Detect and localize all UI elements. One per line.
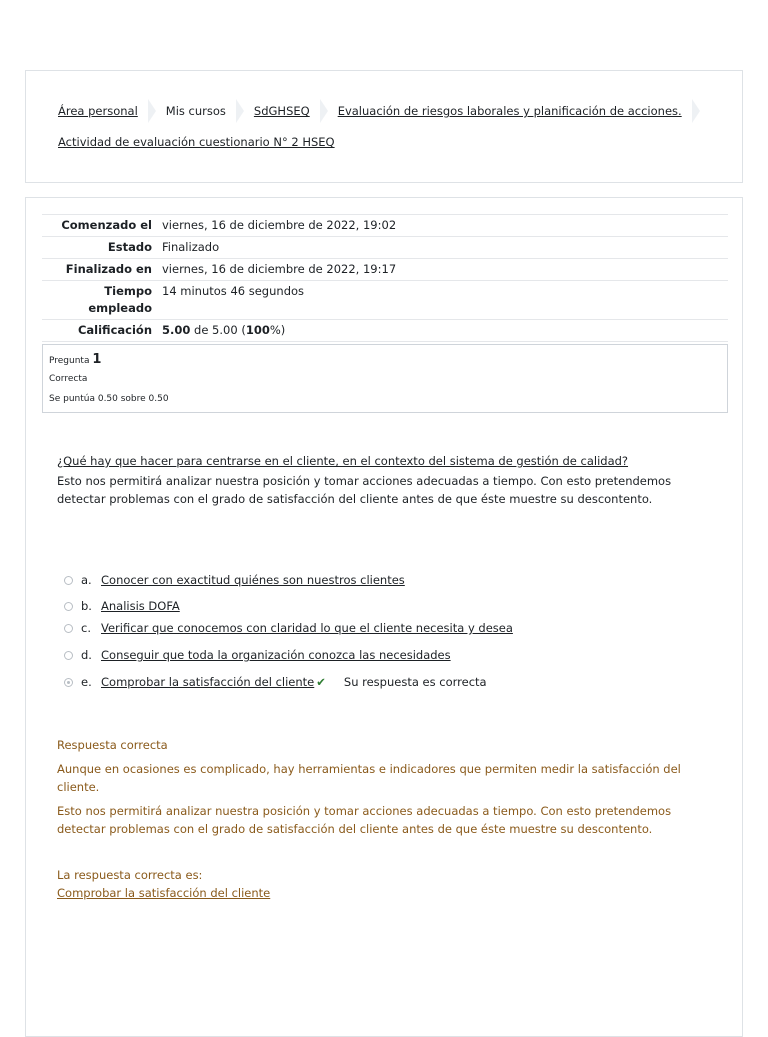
grade-score: 5.00 — [162, 323, 191, 337]
summary-label: Estado — [107, 240, 152, 254]
grade-of: de 5.00 ( — [190, 323, 246, 337]
answer-letter: d. — [81, 648, 92, 662]
summary-label: Finalizado en — [65, 262, 152, 276]
answer-label[interactable]: Conocer con exactitud quiénes son nuestros clientes — [101, 573, 405, 587]
answer-feedback: Su respuesta es correcta — [343, 675, 487, 689]
right-answer-value: Comprobar la satisfacción del cliente — [57, 886, 271, 900]
summary-value: viernes, 16 de diciembre de 2022, 19:17 — [162, 262, 397, 276]
answer-letter: e. — [81, 675, 92, 689]
breadcrumb-section[interactable]: Evaluación de riesgos laborales y planificación de acciones. — [337, 104, 682, 118]
right-answer — [57, 866, 270, 902]
radio-selected-icon[interactable] — [64, 678, 73, 687]
question-number-label: Pregunta — [49, 356, 90, 366]
summary-grade — [157, 320, 728, 342]
summary-row — [42, 215, 728, 237]
answer-label[interactable]: Conseguir que toda la organización conozca las necesidades — [101, 648, 451, 662]
summary-label: Tiempo empleado — [88, 284, 152, 315]
right-answer-label: La respuesta correcta es: — [57, 868, 203, 882]
summary-label: Comenzado el — [61, 218, 152, 232]
summary-label: Calificación — [77, 323, 152, 337]
breadcrumb-card — [25, 70, 743, 183]
radio-icon[interactable] — [64, 624, 73, 633]
summary-value: 14 minutos 46 segundos — [162, 284, 305, 298]
attempt-summary-table — [42, 214, 728, 342]
question-text — [57, 452, 707, 508]
answer-option-d[interactable] — [64, 645, 451, 665]
answer-option-b[interactable] — [64, 596, 180, 616]
grade-percent: 100 — [245, 323, 270, 337]
breadcrumb-mis-cursos[interactable]: Mis cursos — [165, 104, 226, 118]
answer-letter: a. — [81, 573, 92, 587]
feedback-heading: Respuesta correcta — [57, 738, 168, 752]
answer-option-e[interactable] — [64, 672, 487, 692]
question-state: Correcta — [49, 374, 88, 384]
answer-label[interactable]: Verificar que conocemos con claridad lo que el cliente necesita y desea — [101, 621, 513, 635]
grade-end: %) — [269, 323, 286, 337]
answer-letter: b. — [81, 599, 92, 613]
answer-letter: c. — [81, 621, 91, 635]
question-grade: Se puntúa 0.50 sobre 0.50 — [49, 394, 169, 404]
summary-value: Finalizado — [162, 240, 220, 254]
radio-icon[interactable] — [64, 602, 73, 611]
radio-icon[interactable] — [64, 651, 73, 660]
quiz-review-card — [25, 197, 743, 1037]
question-title: ¿Qué hay que hacer para centrarse en el cliente, en el contexto del sistema de gestión de calidad? — [57, 454, 629, 468]
question-number: 1 — [92, 352, 102, 367]
breadcrumb-activity[interactable]: Actividad de evaluación cuestionario N° 2 HSEQ — [58, 135, 335, 149]
summary-row — [42, 320, 728, 342]
general-feedback — [57, 736, 707, 844]
summary-row — [42, 281, 728, 320]
answer-label[interactable]: Comprobar la satisfacción del cliente — [101, 675, 315, 689]
summary-value: viernes, 16 de diciembre de 2022, 19:02 — [162, 218, 397, 232]
feedback-paragraph: Aunque en ocasiones es complicado, hay herramientas e indicadores que permiten medir la satisfacción del cliente. — [57, 762, 681, 794]
breadcrumb-course[interactable]: SdGHSEQ — [253, 104, 310, 118]
breadcrumb-separator-icon — [236, 99, 244, 123]
feedback-paragraph: Esto nos permitirá analizar nuestra posición y tomar acciones adecuadas a tiempo. Con esto pretendemos detectar problemas con el grado de satisfacción del cliente antes de que éste muestre su descontento. — [57, 804, 672, 836]
breadcrumb — [58, 101, 722, 121]
breadcrumb-area-personal[interactable]: Área personal — [58, 104, 138, 118]
breadcrumb-separator-icon — [148, 99, 156, 123]
summary-row — [42, 259, 728, 281]
breadcrumb-separator-icon — [692, 99, 700, 123]
question-info-box — [42, 344, 728, 413]
breadcrumb-separator-icon — [320, 99, 328, 123]
question-body: Esto nos permitirá analizar nuestra posición y tomar acciones adecuadas a tiempo. Con esto pretendemos detectar problemas con el grado de satisfacción del cliente antes de que éste muestre su descontento. — [57, 474, 672, 506]
summary-row — [42, 237, 728, 259]
answer-option-a[interactable] — [64, 570, 405, 590]
answer-option-c[interactable] — [64, 618, 513, 638]
radio-icon[interactable] — [64, 576, 73, 585]
answer-label[interactable]: Analisis DOFA — [101, 599, 180, 613]
checkmark-icon: ✔ — [316, 675, 326, 689]
